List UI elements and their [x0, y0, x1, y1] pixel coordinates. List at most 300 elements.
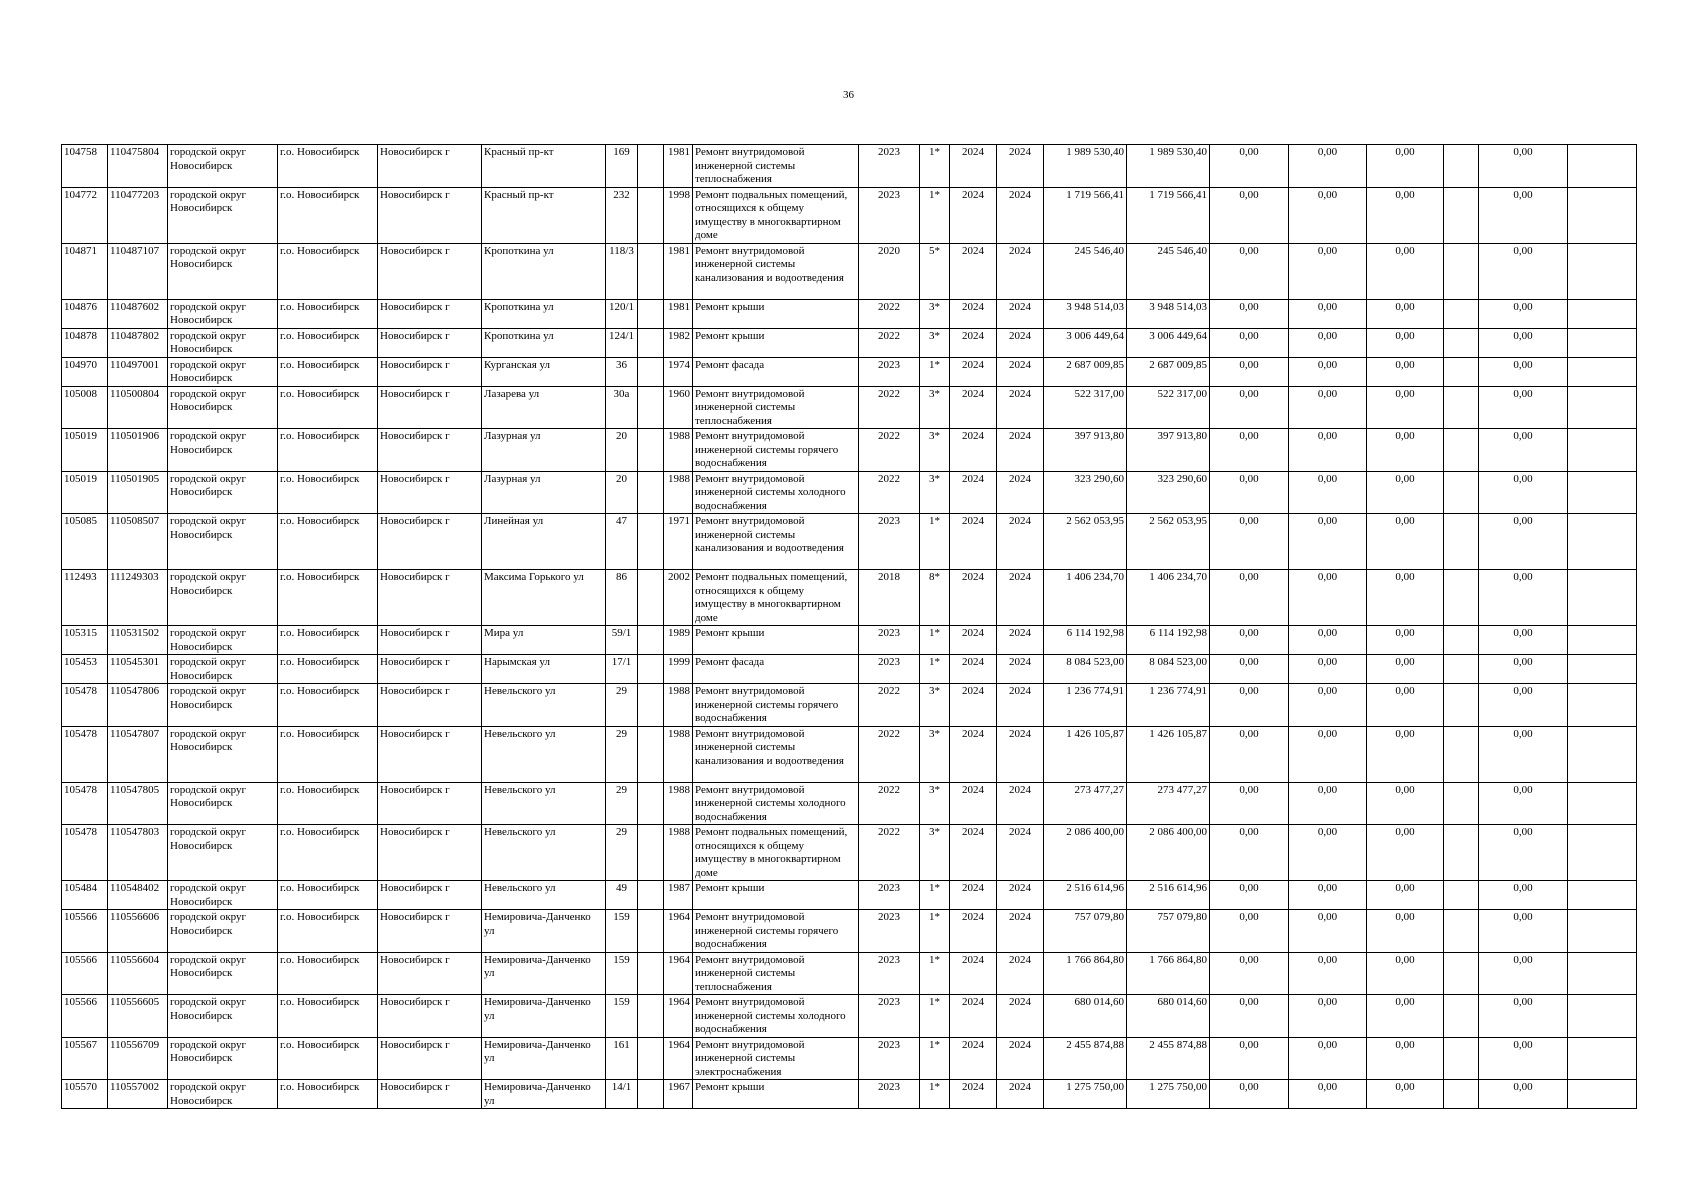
cell-total-cost: 757 079,80 [1044, 910, 1127, 953]
cell-settlement: Новосибирск г [378, 626, 482, 655]
cell-total-cost: 3 948 514,03 [1044, 299, 1127, 328]
cell-district: г.о. Новосибирск [278, 243, 378, 299]
cell-plan-year: 2022 [859, 684, 920, 727]
cell-fund-cost: 1 766 864,80 [1127, 952, 1210, 995]
cell-building [638, 328, 664, 357]
cell-municipality: городской округ Новосибирск [168, 299, 278, 328]
cell-street: Мира ул [482, 626, 606, 655]
cell-other-funds [1444, 429, 1479, 472]
cell-local-budget: 0,00 [1367, 471, 1444, 514]
cell-end-year: 2024 [997, 471, 1044, 514]
cell-other-funds [1444, 299, 1479, 328]
cell-federal-budget: 0,00 [1210, 726, 1289, 782]
cell-plan-year: 2022 [859, 299, 920, 328]
cell-building [638, 995, 664, 1038]
cell-work-type: Ремонт подвальных помещений, относящихся к общему имуществу в многоквартирном доме [693, 825, 859, 881]
cell-work-type: Ремонт подвальных помещений, относящихся к общему имуществу в многоквартирном доме [693, 187, 859, 243]
table-row [62, 1080, 1637, 1109]
cell-start-year: 2024 [950, 995, 997, 1038]
cell-local-budget: 0,00 [1367, 299, 1444, 328]
cell-note [1568, 429, 1637, 472]
cell-building [638, 952, 664, 995]
cell-row-id: 104758 [62, 145, 108, 188]
cell-owners-funds: 0,00 [1479, 726, 1568, 782]
cell-fund-cost: 1 406 234,70 [1127, 570, 1210, 626]
cell-end-year: 2024 [997, 429, 1044, 472]
table-row [62, 570, 1637, 626]
cell-house-number: 47 [606, 514, 638, 570]
cell-start-year: 2024 [950, 570, 997, 626]
cell-end-year: 2024 [997, 1037, 1044, 1080]
cell-record-code: 110487802 [108, 328, 168, 357]
cell-plan-year: 2023 [859, 145, 920, 188]
cell-federal-budget: 0,00 [1210, 655, 1289, 684]
cell-municipality: городской округ Новосибирск [168, 782, 278, 825]
cell-owners-funds: 0,00 [1479, 514, 1568, 570]
table-row [62, 910, 1637, 953]
table-row [62, 726, 1637, 782]
table-row [62, 429, 1637, 472]
cell-end-year: 2024 [997, 243, 1044, 299]
cell-owners-funds: 0,00 [1479, 910, 1568, 953]
cell-total-cost: 1 406 234,70 [1044, 570, 1127, 626]
cell-regional-budget: 0,00 [1289, 570, 1367, 626]
cell-note [1568, 952, 1637, 995]
cell-settlement: Новосибирск г [378, 328, 482, 357]
cell-record-code: 110497001 [108, 357, 168, 386]
cell-record-code: 110547807 [108, 726, 168, 782]
cell-local-budget: 0,00 [1367, 243, 1444, 299]
cell-work-type: Ремонт внутридомовой инженерной системы канализования и водоотведения [693, 726, 859, 782]
cell-regional-budget: 0,00 [1289, 187, 1367, 243]
cell-note [1568, 881, 1637, 910]
cell-priority: 1* [920, 910, 950, 953]
cell-regional-budget: 0,00 [1289, 471, 1367, 514]
cell-street: Немировича-Данченко ул [482, 995, 606, 1038]
cell-total-cost: 522 317,00 [1044, 386, 1127, 429]
cell-record-code: 110475804 [108, 145, 168, 188]
cell-house-number: 59/1 [606, 626, 638, 655]
cell-federal-budget: 0,00 [1210, 995, 1289, 1038]
cell-municipality: городской округ Новосибирск [168, 145, 278, 188]
cell-street: Невельского ул [482, 881, 606, 910]
cell-settlement: Новосибирск г [378, 299, 482, 328]
cell-owners-funds: 0,00 [1479, 570, 1568, 626]
cell-end-year: 2024 [997, 514, 1044, 570]
cell-house-number: 29 [606, 782, 638, 825]
cell-street: Красный пр-кт [482, 145, 606, 188]
cell-record-code: 110487602 [108, 299, 168, 328]
cell-note [1568, 570, 1637, 626]
table-row [62, 626, 1637, 655]
cell-regional-budget: 0,00 [1289, 952, 1367, 995]
cell-fund-cost: 245 546,40 [1127, 243, 1210, 299]
cell-house-number: 36 [606, 357, 638, 386]
cell-total-cost: 6 114 192,98 [1044, 626, 1127, 655]
cell-other-funds [1444, 1080, 1479, 1109]
cell-settlement: Новосибирск г [378, 1080, 482, 1109]
cell-end-year: 2024 [997, 145, 1044, 188]
cell-note [1568, 825, 1637, 881]
cell-fund-cost: 680 014,60 [1127, 995, 1210, 1038]
cell-total-cost: 1 719 566,41 [1044, 187, 1127, 243]
cell-building [638, 825, 664, 881]
cell-end-year: 2024 [997, 881, 1044, 910]
cell-settlement: Новосибирск г [378, 825, 482, 881]
cell-municipality: городской округ Новосибирск [168, 243, 278, 299]
cell-municipality: городской округ Новосибирск [168, 386, 278, 429]
cell-owners-funds: 0,00 [1479, 825, 1568, 881]
cell-built-year: 1988 [664, 726, 693, 782]
cell-municipality: городской округ Новосибирск [168, 910, 278, 953]
cell-total-cost: 2 455 874,88 [1044, 1037, 1127, 1080]
cell-built-year: 1988 [664, 684, 693, 727]
cell-work-type: Ремонт фасада [693, 655, 859, 684]
cell-built-year: 1988 [664, 825, 693, 881]
cell-built-year: 1964 [664, 952, 693, 995]
cell-row-id: 112493 [62, 570, 108, 626]
cell-local-budget: 0,00 [1367, 881, 1444, 910]
cell-priority: 3* [920, 429, 950, 472]
cell-row-id: 105008 [62, 386, 108, 429]
cell-work-type: Ремонт подвальных помещений, относящихся к общему имуществу в многоквартирном доме [693, 570, 859, 626]
cell-building [638, 684, 664, 727]
cell-end-year: 2024 [997, 187, 1044, 243]
cell-end-year: 2024 [997, 626, 1044, 655]
cell-district: г.о. Новосибирск [278, 782, 378, 825]
cell-priority: 1* [920, 187, 950, 243]
cell-municipality: городской округ Новосибирск [168, 1080, 278, 1109]
cell-start-year: 2024 [950, 1080, 997, 1109]
cell-building [638, 386, 664, 429]
cell-local-budget: 0,00 [1367, 726, 1444, 782]
cell-local-budget: 0,00 [1367, 187, 1444, 243]
cell-other-funds [1444, 570, 1479, 626]
cell-priority: 3* [920, 684, 950, 727]
cell-house-number: 159 [606, 910, 638, 953]
cell-priority: 1* [920, 1080, 950, 1109]
cell-owners-funds: 0,00 [1479, 1037, 1568, 1080]
cell-row-id: 105566 [62, 995, 108, 1038]
cell-plan-year: 2022 [859, 726, 920, 782]
cell-municipality: городской округ Новосибирск [168, 655, 278, 684]
cell-record-code: 110547805 [108, 782, 168, 825]
page-number: 36 [843, 89, 854, 101]
cell-municipality: городской округ Новосибирск [168, 825, 278, 881]
cell-total-cost: 323 290,60 [1044, 471, 1127, 514]
cell-priority: 3* [920, 328, 950, 357]
cell-municipality: городской округ Новосибирск [168, 726, 278, 782]
cell-fund-cost: 6 114 192,98 [1127, 626, 1210, 655]
cell-record-code: 110556709 [108, 1037, 168, 1080]
cell-district: г.о. Новосибирск [278, 995, 378, 1038]
cell-fund-cost: 3 948 514,03 [1127, 299, 1210, 328]
cell-street: Нарымская ул [482, 655, 606, 684]
cell-total-cost: 1 766 864,80 [1044, 952, 1127, 995]
cell-fund-cost: 1 989 530,40 [1127, 145, 1210, 188]
cell-priority: 3* [920, 726, 950, 782]
cell-plan-year: 2023 [859, 514, 920, 570]
cell-end-year: 2024 [997, 995, 1044, 1038]
cell-note [1568, 243, 1637, 299]
cell-district: г.о. Новосибирск [278, 187, 378, 243]
cell-municipality: городской округ Новосибирск [168, 471, 278, 514]
cell-priority: 8* [920, 570, 950, 626]
table-row [62, 357, 1637, 386]
cell-district: г.о. Новосибирск [278, 825, 378, 881]
cell-owners-funds: 0,00 [1479, 145, 1568, 188]
cell-federal-budget: 0,00 [1210, 328, 1289, 357]
cell-district: г.о. Новосибирск [278, 1037, 378, 1080]
cell-start-year: 2024 [950, 243, 997, 299]
cell-record-code: 110508507 [108, 514, 168, 570]
cell-street: Максима Горького ул [482, 570, 606, 626]
cell-other-funds [1444, 514, 1479, 570]
cell-regional-budget: 0,00 [1289, 825, 1367, 881]
cell-district: г.о. Новосибирск [278, 726, 378, 782]
cell-fund-cost: 323 290,60 [1127, 471, 1210, 514]
cell-row-id: 105566 [62, 952, 108, 995]
cell-house-number: 29 [606, 825, 638, 881]
cell-house-number: 161 [606, 1037, 638, 1080]
cell-building [638, 910, 664, 953]
cell-local-budget: 0,00 [1367, 995, 1444, 1038]
cell-total-cost: 1 236 774,91 [1044, 684, 1127, 727]
cell-other-funds [1444, 825, 1479, 881]
cell-record-code: 110556605 [108, 995, 168, 1038]
cell-row-id: 105478 [62, 684, 108, 727]
cell-settlement: Новосибирск г [378, 145, 482, 188]
cell-federal-budget: 0,00 [1210, 243, 1289, 299]
cell-municipality: городской округ Новосибирск [168, 1037, 278, 1080]
cell-fund-cost: 757 079,80 [1127, 910, 1210, 953]
cell-row-id: 104871 [62, 243, 108, 299]
cell-other-funds [1444, 910, 1479, 953]
cell-district: г.о. Новосибирск [278, 429, 378, 472]
cell-settlement: Новосибирск г [378, 514, 482, 570]
cell-fund-cost: 2 687 009,85 [1127, 357, 1210, 386]
cell-regional-budget: 0,00 [1289, 655, 1367, 684]
cell-record-code: 111249303 [108, 570, 168, 626]
cell-fund-cost: 1 719 566,41 [1127, 187, 1210, 243]
cell-local-budget: 0,00 [1367, 429, 1444, 472]
cell-row-id: 105019 [62, 429, 108, 472]
table-row [62, 386, 1637, 429]
cell-other-funds [1444, 243, 1479, 299]
cell-regional-budget: 0,00 [1289, 1080, 1367, 1109]
cell-municipality: городской округ Новосибирск [168, 626, 278, 655]
cell-settlement: Новосибирск г [378, 187, 482, 243]
cell-other-funds [1444, 357, 1479, 386]
cell-start-year: 2024 [950, 145, 997, 188]
cell-settlement: Новосибирск г [378, 881, 482, 910]
cell-end-year: 2024 [997, 357, 1044, 386]
cell-total-cost: 2 687 009,85 [1044, 357, 1127, 386]
cell-other-funds [1444, 187, 1479, 243]
cell-regional-budget: 0,00 [1289, 684, 1367, 727]
cell-local-budget: 0,00 [1367, 357, 1444, 386]
cell-house-number: 29 [606, 726, 638, 782]
cell-note [1568, 357, 1637, 386]
cell-federal-budget: 0,00 [1210, 825, 1289, 881]
cell-building [638, 726, 664, 782]
cell-federal-budget: 0,00 [1210, 357, 1289, 386]
cell-priority: 3* [920, 471, 950, 514]
cell-built-year: 1964 [664, 1037, 693, 1080]
cell-work-type: Ремонт внутридомовой инженерной системы холодного водоснабжения [693, 471, 859, 514]
cell-other-funds [1444, 626, 1479, 655]
cell-regional-budget: 0,00 [1289, 299, 1367, 328]
cell-building [638, 514, 664, 570]
cell-settlement: Новосибирск г [378, 386, 482, 429]
cell-local-budget: 0,00 [1367, 782, 1444, 825]
cell-plan-year: 2023 [859, 1080, 920, 1109]
cell-fund-cost: 1 426 105,87 [1127, 726, 1210, 782]
table-row [62, 328, 1637, 357]
cell-federal-budget: 0,00 [1210, 386, 1289, 429]
cell-house-number: 17/1 [606, 655, 638, 684]
cell-built-year: 1988 [664, 429, 693, 472]
cell-priority: 3* [920, 782, 950, 825]
cell-row-id: 105567 [62, 1037, 108, 1080]
cell-fund-cost: 8 084 523,00 [1127, 655, 1210, 684]
cell-owners-funds: 0,00 [1479, 299, 1568, 328]
cell-row-id: 105478 [62, 825, 108, 881]
cell-regional-budget: 0,00 [1289, 881, 1367, 910]
cell-building [638, 782, 664, 825]
cell-building [638, 655, 664, 684]
cell-district: г.о. Новосибирск [278, 145, 378, 188]
cell-total-cost: 2 562 053,95 [1044, 514, 1127, 570]
cell-municipality: городской округ Новосибирск [168, 429, 278, 472]
cell-house-number: 14/1 [606, 1080, 638, 1109]
cell-record-code: 110531502 [108, 626, 168, 655]
cell-work-type: Ремонт внутридомовой инженерной системы горячего водоснабжения [693, 429, 859, 472]
cell-note [1568, 187, 1637, 243]
cell-settlement: Новосибирск г [378, 684, 482, 727]
cell-local-budget: 0,00 [1367, 145, 1444, 188]
cell-work-type: Ремонт внутридомовой инженерной системы электроснабжения [693, 1037, 859, 1080]
cell-priority: 1* [920, 881, 950, 910]
cell-start-year: 2024 [950, 429, 997, 472]
cell-start-year: 2024 [950, 782, 997, 825]
cell-building [638, 145, 664, 188]
cell-street: Немировича-Данченко ул [482, 1037, 606, 1080]
cell-regional-budget: 0,00 [1289, 726, 1367, 782]
cell-street: Немировича-Данченко ул [482, 1080, 606, 1109]
cell-priority: 1* [920, 357, 950, 386]
cell-building [638, 1080, 664, 1109]
cell-municipality: городской округ Новосибирск [168, 881, 278, 910]
cell-street: Немировича-Данченко ул [482, 910, 606, 953]
cell-federal-budget: 0,00 [1210, 782, 1289, 825]
cell-record-code: 110477203 [108, 187, 168, 243]
cell-street: Невельского ул [482, 726, 606, 782]
cell-plan-year: 2020 [859, 243, 920, 299]
cell-built-year: 1981 [664, 145, 693, 188]
cell-start-year: 2024 [950, 187, 997, 243]
cell-plan-year: 2022 [859, 471, 920, 514]
cell-note [1568, 726, 1637, 782]
cell-built-year: 1981 [664, 243, 693, 299]
cell-municipality: городской округ Новосибирск [168, 995, 278, 1038]
cell-start-year: 2024 [950, 881, 997, 910]
cell-record-code: 110487107 [108, 243, 168, 299]
cell-start-year: 2024 [950, 952, 997, 995]
cell-owners-funds: 0,00 [1479, 626, 1568, 655]
cell-local-budget: 0,00 [1367, 328, 1444, 357]
cell-priority: 1* [920, 626, 950, 655]
cell-work-type: Ремонт крыши [693, 299, 859, 328]
cell-fund-cost: 1 275 750,00 [1127, 1080, 1210, 1109]
cell-municipality: городской округ Новосибирск [168, 328, 278, 357]
cell-building [638, 299, 664, 328]
cell-end-year: 2024 [997, 825, 1044, 881]
cell-note [1568, 386, 1637, 429]
cell-end-year: 2024 [997, 684, 1044, 727]
cell-street: Лазарева ул [482, 386, 606, 429]
cell-work-type: Ремонт фасада [693, 357, 859, 386]
cell-federal-budget: 0,00 [1210, 429, 1289, 472]
cell-owners-funds: 0,00 [1479, 952, 1568, 995]
cell-note [1568, 1080, 1637, 1109]
cell-settlement: Новосибирск г [378, 655, 482, 684]
cell-street: Кропоткина ул [482, 328, 606, 357]
cell-building [638, 626, 664, 655]
cell-built-year: 1982 [664, 328, 693, 357]
cell-work-type: Ремонт внутридомовой инженерной системы канализования и водоотведения [693, 514, 859, 570]
cell-plan-year: 2023 [859, 1037, 920, 1080]
table-row [62, 995, 1637, 1038]
cell-municipality: городской округ Новосибирск [168, 684, 278, 727]
cell-other-funds [1444, 726, 1479, 782]
cell-plan-year: 2023 [859, 187, 920, 243]
table-row [62, 145, 1637, 188]
cell-total-cost: 1 275 750,00 [1044, 1080, 1127, 1109]
cell-district: г.о. Новосибирск [278, 514, 378, 570]
cell-other-funds [1444, 684, 1479, 727]
cell-regional-budget: 0,00 [1289, 328, 1367, 357]
cell-local-budget: 0,00 [1367, 684, 1444, 727]
works-table [61, 144, 1637, 1109]
cell-plan-year: 2023 [859, 357, 920, 386]
cell-priority: 3* [920, 299, 950, 328]
cell-fund-cost: 2 455 874,88 [1127, 1037, 1210, 1080]
cell-settlement: Новосибирск г [378, 570, 482, 626]
cell-record-code: 110556604 [108, 952, 168, 995]
cell-owners-funds: 0,00 [1479, 1080, 1568, 1109]
cell-building [638, 471, 664, 514]
cell-owners-funds: 0,00 [1479, 684, 1568, 727]
cell-built-year: 1988 [664, 782, 693, 825]
cell-street: Кропоткина ул [482, 299, 606, 328]
cell-regional-budget: 0,00 [1289, 429, 1367, 472]
cell-regional-budget: 0,00 [1289, 514, 1367, 570]
table-row [62, 655, 1637, 684]
cell-priority: 1* [920, 655, 950, 684]
cell-plan-year: 2022 [859, 429, 920, 472]
cell-settlement: Новосибирск г [378, 1037, 482, 1080]
cell-plan-year: 2022 [859, 328, 920, 357]
cell-start-year: 2024 [950, 726, 997, 782]
cell-start-year: 2024 [950, 655, 997, 684]
cell-plan-year: 2022 [859, 782, 920, 825]
cell-work-type: Ремонт крыши [693, 328, 859, 357]
cell-record-code: 110501905 [108, 471, 168, 514]
cell-start-year: 2024 [950, 825, 997, 881]
cell-start-year: 2024 [950, 514, 997, 570]
cell-total-cost: 273 477,27 [1044, 782, 1127, 825]
